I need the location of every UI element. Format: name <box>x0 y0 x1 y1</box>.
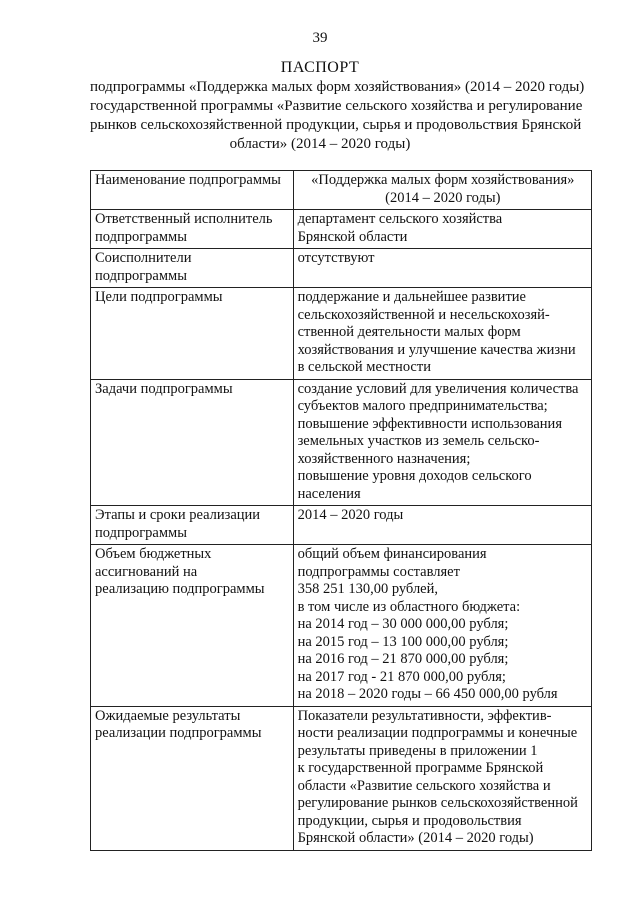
value-line: хозяйствования и улучшение качества жизни <box>297 341 576 358</box>
title-line: области» (2014 – 2020 годы) <box>229 136 411 152</box>
value-line: субъектов малого предпринимательства; <box>297 398 548 414</box>
table-row <box>91 210 592 249</box>
value-line: 2014 – 2020 годы <box>297 507 404 523</box>
value-line: результаты приведены в приложении 1 <box>297 742 538 759</box>
row-value <box>293 171 591 210</box>
label-line: Соисполнители <box>95 250 192 266</box>
value-line: повышение уровня доходов сельского <box>297 468 532 484</box>
label-line: реализации подпрограммы <box>95 725 262 741</box>
table-row <box>91 379 592 506</box>
label-line: Ответственный исполнитель <box>95 211 273 227</box>
value-line: области «Развитие сельского хозяйства и <box>297 777 551 794</box>
value-line: создание условий для увеличения количества <box>297 380 579 397</box>
value-line: Брянской области» (2014 – 2020 годы) <box>297 830 534 846</box>
title-line: рынков сельскохозяйственной продукции, сырья и продовольствия Брянской <box>90 117 582 133</box>
value-line: ственной деятельности малых форм <box>297 324 521 340</box>
document-title-block <box>90 58 585 154</box>
value-line: отсутствуют <box>297 250 375 266</box>
row-value <box>293 379 591 506</box>
row-value <box>293 706 591 850</box>
value-line: на 2018 – 2020 годы – 66 450 000,00 рубля <box>297 686 558 702</box>
value-line: на 2017 год - 21 870 000,00 рубля; <box>297 668 506 685</box>
label-line: Ожидаемые результаты <box>95 707 241 724</box>
row-value <box>293 210 591 249</box>
value-line: Брянской области <box>297 228 408 245</box>
value-line: Показатели результативности, эффектив- <box>297 707 552 724</box>
row-value <box>293 545 591 707</box>
row-label <box>91 288 294 380</box>
value-line: общий объем финансирования <box>297 546 487 562</box>
value-line: продукции, сырья и продовольствия <box>297 812 522 829</box>
table-row <box>91 706 592 850</box>
value-line: департамент сельского хозяйства <box>297 211 503 227</box>
value-line: населения <box>297 485 361 502</box>
title-line: подпрограммы «Поддержка малых форм хозяйствования» (2014 – 2020 годы) <box>90 79 585 95</box>
row-label <box>91 506 294 545</box>
value-line: в сельской местности <box>297 359 431 375</box>
value-line: земельных участков из земель сельско- <box>297 433 540 449</box>
value-line: на 2014 год – 30 000 000,00 рубля; <box>297 616 509 632</box>
value-line: поддержание и дальнейшее развитие <box>297 289 526 305</box>
label-line: реализацию подпрограммы <box>95 581 265 597</box>
document-title: ПАСПОРТ <box>280 59 360 76</box>
table-row <box>91 545 592 707</box>
row-label <box>91 210 294 249</box>
value-line: на 2015 год – 13 100 000,00 рубля; <box>297 633 509 650</box>
label-line: Этапы и сроки реализации <box>95 507 261 523</box>
table-row <box>91 288 592 380</box>
label-line: ассигнований на <box>95 563 198 580</box>
label-line: Наименование подпрограммы <box>95 172 281 188</box>
passport-table <box>90 170 592 851</box>
value-line: хозяйственного назначения; <box>297 450 471 467</box>
label-line: подпрограммы <box>95 524 187 541</box>
table-row <box>91 249 592 288</box>
value-line: «Поддержка малых форм хозяйствования» <box>311 172 575 188</box>
label-line: подпрограммы <box>95 267 187 284</box>
row-value <box>293 506 591 545</box>
value-line: в том числе из областного бюджета: <box>297 598 521 615</box>
label-line: подпрограммы <box>95 228 187 245</box>
page-number: 39 <box>312 30 328 46</box>
label-line: Объем бюджетных <box>95 546 212 562</box>
value-line: регулирование рынков сельскохозяйственной <box>297 795 578 811</box>
value-line: 358 251 130,00 рублей, <box>297 581 439 597</box>
row-label <box>91 545 294 707</box>
row-label <box>91 706 294 850</box>
row-value <box>293 288 591 380</box>
value-line: сельскохозяйственной и несельскохозяй- <box>297 306 550 323</box>
value-line: повышение эффективности использования <box>297 415 562 432</box>
row-label <box>91 249 294 288</box>
row-value <box>293 249 591 288</box>
label-line: Задачи подпрограммы <box>95 380 233 397</box>
table-row <box>91 171 592 210</box>
value-line: ности реализации подпрограммы и конечные <box>297 725 578 741</box>
row-label <box>91 379 294 506</box>
row-label <box>91 171 294 210</box>
label-line: Цели подпрограммы <box>95 289 223 305</box>
value-line: (2014 – 2020 годы) <box>385 189 501 206</box>
value-line: подпрограммы составляет <box>297 563 460 580</box>
table-row <box>91 506 592 545</box>
value-line: к государственной программе Брянской <box>297 760 544 776</box>
title-line: государственной программы «Развитие сельского хозяйства и регулирование <box>90 98 583 114</box>
value-line: на 2016 год – 21 870 000,00 рубля; <box>297 651 509 667</box>
